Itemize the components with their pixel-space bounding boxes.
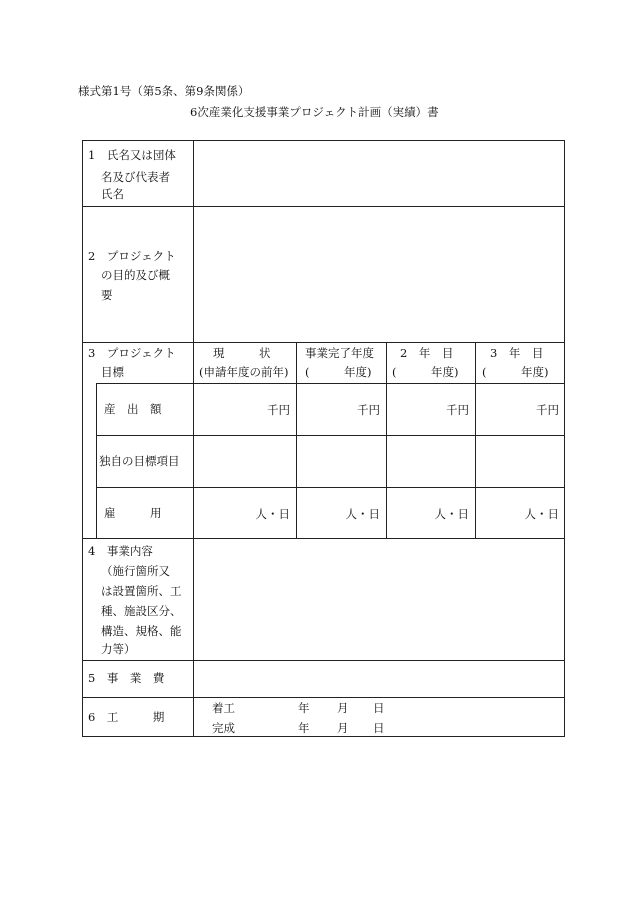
unit-person-day: 人・日 [524,507,559,521]
output-value-label: 産 出 額 [104,402,162,416]
project-goal-label: 目標 [101,365,124,379]
construction-finish-label: 完成 [212,721,235,735]
applicant-name-label: 名及び代表者 [101,170,170,184]
unit-thousand-yen: 千円 [267,403,290,417]
unit-person-day: 人・日 [345,507,380,521]
applicant-name-field[interactable] [196,144,562,204]
project-content-label: 種、施設区分、 [101,604,182,618]
project-purpose-label: 2 プロジェクト [88,249,176,263]
current-status-header: (申請年度の前年) [199,365,289,379]
unit-person-day: 人・日 [434,507,469,521]
completion-year-header: 事業完了年度 [305,346,374,360]
applicant-name-label: 1 氏名又は団体 [88,148,176,162]
form-number: 様式第1号（第5条、第9条関係） [78,84,250,98]
column-divider [193,140,194,737]
unit-person-day: 人・日 [255,507,290,521]
start-day-label: 日 [373,701,385,715]
year3-header: ( 年度) [482,365,549,379]
applicant-name-label: 氏名 [101,187,124,201]
year3-header: 3 年 目 [490,346,544,360]
start-month-label: 月 [337,701,349,715]
year2-header: ( 年度) [392,365,459,379]
unit-thousand-yen: 千円 [446,403,469,417]
column-divider [96,383,97,538]
project-content-label: （施行箇所又 [101,564,170,578]
unit-thousand-yen: 千円 [536,403,559,417]
project-purpose-label: 要 [101,288,113,302]
finish-year-label: 年 [298,721,310,735]
year2-header: 2 年 目 [400,346,454,360]
row-divider [96,435,565,436]
document-title: 6次産業化支援事業プロジェクト計画（実績）書 [190,105,439,119]
project-content-label: 力等） [101,642,136,656]
project-content-label: 構造、規格、能 [101,624,182,638]
column-divider [386,342,387,538]
row-divider [82,660,565,661]
column-divider [296,342,297,538]
project-cost-label: 5 事 業 費 [88,671,165,685]
row-divider [82,697,565,698]
project-content-field[interactable] [196,542,562,656]
employment-label: 雇 用 [104,506,162,520]
column-divider [475,342,476,538]
row-divider [82,206,565,207]
current-status-header: 現 状 [213,346,271,360]
finish-month-label: 月 [337,721,349,735]
project-content-label: は設置箇所、工 [101,584,182,598]
project-purpose-label: の目的及び概 [101,268,170,282]
start-year-label: 年 [298,701,310,715]
row-divider [96,487,565,488]
project-purpose-field[interactable] [196,210,562,338]
construction-period-label: 6 工 期 [88,710,165,724]
row-divider [82,538,565,539]
construction-start-label: 着工 [212,701,235,715]
project-goal-label: 3 プロジェクト [88,346,176,360]
completion-year-header: ( 年度) [305,365,372,379]
project-content-label: 4 事業内容 [88,544,153,558]
finish-day-label: 日 [373,721,385,735]
own-goal-label: 独自の目標項目 [99,454,180,468]
row-divider [96,383,565,384]
unit-thousand-yen: 千円 [357,403,380,417]
